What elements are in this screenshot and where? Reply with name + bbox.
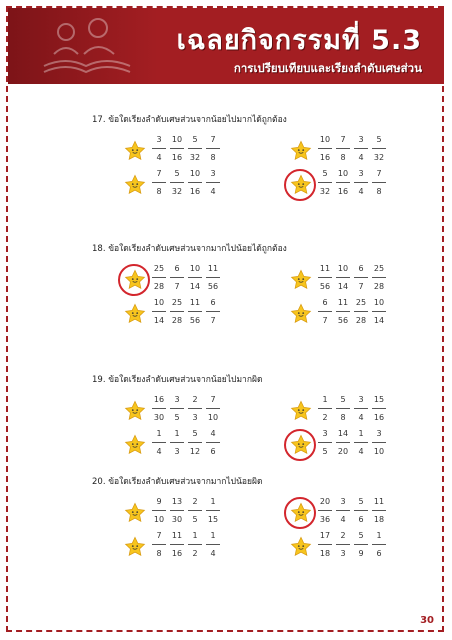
fraction-bar: [354, 442, 368, 443]
fraction-bar: [152, 148, 166, 149]
fraction-bar: [206, 510, 220, 511]
fraction-bar: [170, 182, 184, 183]
numerator: 7: [376, 169, 382, 178]
fraction: [370, 394, 388, 424]
fraction: [186, 496, 204, 526]
denominator: 12: [189, 447, 201, 456]
denominator: 16: [189, 187, 201, 196]
denominator: 18: [373, 515, 385, 524]
denominator: 8: [340, 413, 346, 422]
fraction-bar: [188, 182, 202, 183]
fraction-bar: [188, 408, 202, 409]
fraction: [168, 428, 186, 458]
numerator: 11: [373, 497, 385, 506]
fraction: [370, 496, 388, 526]
question-text: 17. ข้อใดเรียงลำดับเศษส่วนจากน้อยไปมากได้ถูกต้อง: [92, 115, 287, 125]
fraction-bar: [318, 311, 332, 312]
numerator: 9: [156, 497, 162, 506]
denominator: 18: [319, 549, 331, 558]
fraction: [352, 134, 370, 164]
numerator: 2: [192, 497, 198, 506]
fraction-bar: [170, 148, 184, 149]
fraction: [150, 530, 168, 560]
star-icon: [290, 269, 312, 291]
star-icon: [290, 303, 312, 325]
denominator: 30: [171, 515, 183, 524]
numerator: 10: [319, 135, 331, 144]
numerator: 11: [207, 264, 219, 273]
numerator: 2: [192, 395, 198, 404]
fraction-bar: [152, 510, 166, 511]
correct-answer-circle: [284, 429, 316, 461]
denominator: 4: [156, 447, 162, 456]
denominator: 6: [358, 515, 364, 524]
answer-option[interactable]: [290, 261, 410, 299]
fraction: [150, 394, 168, 424]
fraction-bar: [170, 442, 184, 443]
denominator: 16: [373, 413, 385, 422]
fraction-bar: [152, 182, 166, 183]
denominator: 2: [322, 413, 328, 422]
fraction: [334, 496, 352, 526]
denominator: 56: [189, 316, 201, 325]
denominator: 14: [337, 282, 349, 291]
fraction: [334, 394, 352, 424]
fraction-bar: [170, 311, 184, 312]
numerator: 1: [322, 395, 328, 404]
numerator: 3: [358, 135, 364, 144]
denominator: 8: [340, 153, 346, 162]
fraction-bar: [188, 544, 202, 545]
fraction: [370, 297, 388, 327]
denominator: 10: [153, 515, 165, 524]
denominator: 16: [171, 153, 183, 162]
numerator: 5: [358, 531, 364, 540]
fraction-bar: [206, 182, 220, 183]
numerator: 1: [192, 531, 198, 540]
star-icon: [124, 174, 146, 196]
page-number: 30: [420, 615, 434, 626]
fraction: [204, 394, 222, 424]
fraction-bar: [354, 277, 368, 278]
numerator: 25: [355, 298, 367, 307]
fraction: [168, 168, 186, 198]
fraction: [204, 297, 222, 327]
fraction-bar: [206, 544, 220, 545]
denominator: 28: [171, 316, 183, 325]
denominator: 8: [376, 187, 382, 196]
numerator: 10: [189, 169, 201, 178]
fraction: [352, 297, 370, 327]
fraction: [204, 496, 222, 526]
numerator: 11: [319, 264, 331, 273]
fraction-bar: [372, 442, 386, 443]
fraction: [334, 263, 352, 293]
answer-option[interactable]: [124, 295, 244, 333]
numerator: 1: [210, 531, 216, 540]
numerator: 4: [210, 429, 216, 438]
numerator: 10: [189, 264, 201, 273]
numerator: 5: [340, 395, 346, 404]
denominator: 32: [171, 187, 183, 196]
numerator: 17: [319, 531, 331, 540]
numerator: 13: [171, 497, 183, 506]
answer-option[interactable]: [290, 426, 410, 464]
answer-option[interactable]: [290, 166, 410, 204]
denominator: 16: [171, 549, 183, 558]
denominator: 7: [210, 316, 216, 325]
star-icon: [124, 434, 146, 456]
fraction-bar: [170, 510, 184, 511]
fraction: [370, 428, 388, 458]
fraction: [150, 496, 168, 526]
numerator: 5: [192, 429, 198, 438]
numerator: 1: [358, 429, 364, 438]
numerator: 7: [156, 531, 162, 540]
fraction-bar: [188, 148, 202, 149]
numerator: 3: [322, 429, 328, 438]
denominator: 3: [174, 447, 180, 456]
fraction: [370, 263, 388, 293]
denominator: 5: [174, 413, 180, 422]
denominator: 28: [373, 282, 385, 291]
numerator: 6: [174, 264, 180, 273]
answer-option[interactable]: [290, 392, 410, 430]
denominator: 56: [207, 282, 219, 291]
fraction: [352, 496, 370, 526]
reading-children-icon: [36, 14, 136, 80]
numerator: 10: [373, 298, 385, 307]
star-icon: [290, 400, 312, 422]
header-banner: [8, 8, 444, 84]
fraction-bar: [152, 277, 166, 278]
fraction: [168, 134, 186, 164]
fraction: [352, 394, 370, 424]
fraction: [334, 428, 352, 458]
fraction-bar: [152, 311, 166, 312]
fraction-bar: [336, 182, 350, 183]
denominator: 4: [340, 515, 346, 524]
denominator: 4: [358, 447, 364, 456]
numerator: 5: [192, 135, 198, 144]
fraction-bar: [170, 544, 184, 545]
denominator: 3: [192, 413, 198, 422]
denominator: 4: [210, 549, 216, 558]
fraction-bar: [170, 277, 184, 278]
denominator: 4: [210, 187, 216, 196]
fraction: [370, 168, 388, 198]
fraction-bar: [152, 544, 166, 545]
denominator: 9: [358, 549, 364, 558]
fraction: [352, 530, 370, 560]
denominator: 4: [358, 153, 364, 162]
denominator: 4: [358, 413, 364, 422]
denominator: 32: [319, 187, 331, 196]
correct-answer-circle: [284, 169, 316, 201]
answer-option[interactable]: [124, 261, 244, 299]
fraction: [316, 428, 334, 458]
answer-option[interactable]: [290, 494, 410, 532]
star-icon: [124, 303, 146, 325]
numerator: 5: [322, 169, 328, 178]
denominator: 56: [337, 316, 349, 325]
numerator: 3: [358, 169, 364, 178]
fraction-bar: [372, 277, 386, 278]
fraction: [204, 263, 222, 293]
denominator: 28: [355, 316, 367, 325]
numerator: 1: [156, 429, 162, 438]
fraction: [352, 168, 370, 198]
denominator: 8: [156, 187, 162, 196]
fraction-bar: [318, 148, 332, 149]
numerator: 5: [376, 135, 382, 144]
denominator: 3: [340, 549, 346, 558]
fraction: [168, 263, 186, 293]
denominator: 8: [210, 153, 216, 162]
fraction-bar: [318, 408, 332, 409]
fraction: [334, 297, 352, 327]
numerator: 16: [153, 395, 165, 404]
answer-option[interactable]: [290, 132, 410, 170]
fraction-bar: [372, 148, 386, 149]
fraction-bar: [372, 544, 386, 545]
denominator: 28: [153, 282, 165, 291]
denominator: 30: [153, 413, 165, 422]
denominator: 7: [322, 316, 328, 325]
numerator: 6: [358, 264, 364, 273]
fraction: [168, 496, 186, 526]
fraction: [168, 530, 186, 560]
numerator: 3: [340, 497, 346, 506]
fraction-bar: [318, 277, 332, 278]
fraction: [370, 530, 388, 560]
answer-option[interactable]: [290, 295, 410, 333]
fraction-bar: [170, 408, 184, 409]
fraction-bar: [354, 544, 368, 545]
fraction: [204, 134, 222, 164]
fraction: [352, 428, 370, 458]
numerator: 14: [337, 429, 349, 438]
fraction-bar: [206, 408, 220, 409]
fraction-bar: [318, 182, 332, 183]
fraction: [204, 530, 222, 560]
fraction: [150, 428, 168, 458]
denominator: 6: [210, 447, 216, 456]
fraction-bar: [336, 442, 350, 443]
fraction-bar: [372, 510, 386, 511]
numerator: 5: [174, 169, 180, 178]
denominator: 14: [373, 316, 385, 325]
fraction-bar: [336, 544, 350, 545]
denominator: 4: [156, 153, 162, 162]
denominator: 7: [174, 282, 180, 291]
denominator: 36: [319, 515, 331, 524]
fraction: [204, 428, 222, 458]
fraction-bar: [354, 311, 368, 312]
fraction-bar: [188, 442, 202, 443]
answer-option[interactable]: [124, 528, 244, 566]
numerator: 25: [373, 264, 385, 273]
correct-answer-circle: [118, 264, 150, 296]
fraction: [186, 168, 204, 198]
question-text: 20. ข้อใดเรียงลำดับเศษส่วนจากมากไปน้อยผิด: [92, 477, 263, 487]
numerator: 25: [171, 298, 183, 307]
fraction: [204, 168, 222, 198]
fraction: [316, 134, 334, 164]
answer-option[interactable]: [124, 494, 244, 532]
question-text: 18. ข้อใดเรียงลำดับเศษส่วนจากมากไปน้อยได้ถูกต้อง: [92, 244, 287, 254]
star-icon: [124, 140, 146, 162]
numerator: 3: [174, 395, 180, 404]
fraction: [334, 168, 352, 198]
fraction: [316, 297, 334, 327]
fraction-bar: [336, 277, 350, 278]
fraction: [150, 168, 168, 198]
star-icon: [124, 536, 146, 558]
numerator: 2: [340, 531, 346, 540]
denominator: 15: [207, 515, 219, 524]
numerator: 25: [153, 264, 165, 273]
fraction-bar: [188, 277, 202, 278]
fraction-bar: [206, 277, 220, 278]
fraction: [150, 263, 168, 293]
denominator: 5: [322, 447, 328, 456]
fraction-bar: [354, 408, 368, 409]
numerator: 11: [171, 531, 183, 540]
answer-option[interactable]: [124, 132, 244, 170]
fraction: [352, 263, 370, 293]
denominator: 6: [376, 549, 382, 558]
fraction: [370, 134, 388, 164]
fraction-bar: [336, 311, 350, 312]
denominator: 16: [319, 153, 331, 162]
fraction-bar: [206, 311, 220, 312]
answer-option[interactable]: [124, 166, 244, 204]
star-icon: [124, 502, 146, 524]
numerator: 1: [210, 497, 216, 506]
page-subtitle: การเปรียบเทียบและเรียงลำดับเศษส่วน: [233, 61, 422, 75]
fraction: [316, 496, 334, 526]
denominator: 5: [192, 515, 198, 524]
denominator: 56: [319, 282, 331, 291]
fraction: [334, 134, 352, 164]
fraction-bar: [336, 408, 350, 409]
star-icon: [290, 140, 312, 162]
numerator: 10: [153, 298, 165, 307]
denominator: 20: [337, 447, 349, 456]
numerator: 3: [376, 429, 382, 438]
answer-option[interactable]: [124, 392, 244, 430]
numerator: 5: [358, 497, 364, 506]
numerator: 15: [373, 395, 385, 404]
denominator: 2: [192, 549, 198, 558]
numerator: 7: [210, 135, 216, 144]
fraction: [186, 134, 204, 164]
fraction-bar: [372, 408, 386, 409]
fraction: [316, 263, 334, 293]
fraction: [168, 297, 186, 327]
denominator: 4: [358, 187, 364, 196]
fraction-bar: [336, 148, 350, 149]
denominator: 7: [358, 282, 364, 291]
fraction-bar: [318, 544, 332, 545]
numerator: 7: [210, 395, 216, 404]
fraction: [316, 394, 334, 424]
numerator: 11: [189, 298, 201, 307]
fraction: [186, 297, 204, 327]
fraction-bar: [354, 182, 368, 183]
star-icon: [124, 400, 146, 422]
fraction: [150, 134, 168, 164]
fraction: [316, 530, 334, 560]
fraction-bar: [354, 148, 368, 149]
fraction-bar: [318, 510, 332, 511]
numerator: 10: [337, 169, 349, 178]
denominator: 10: [207, 413, 219, 422]
fraction-bar: [188, 510, 202, 511]
fraction-bar: [336, 510, 350, 511]
numerator: 6: [210, 298, 216, 307]
numerator: 6: [322, 298, 328, 307]
fraction-bar: [372, 311, 386, 312]
fraction: [186, 263, 204, 293]
numerator: 1: [376, 531, 382, 540]
denominator: 16: [337, 187, 349, 196]
numerator: 10: [337, 264, 349, 273]
fraction-bar: [206, 442, 220, 443]
page-title: เฉลยกิจกรรมที่ 5.3: [176, 25, 422, 56]
fraction-bar: [354, 510, 368, 511]
numerator: 20: [319, 497, 331, 506]
fraction: [316, 168, 334, 198]
denominator: 8: [156, 549, 162, 558]
fraction: [334, 530, 352, 560]
fraction-bar: [152, 408, 166, 409]
denominator: 10: [373, 447, 385, 456]
numerator: 7: [340, 135, 346, 144]
star-icon: [290, 536, 312, 558]
fraction: [168, 394, 186, 424]
denominator: 32: [373, 153, 385, 162]
fraction-bar: [206, 148, 220, 149]
numerator: 3: [358, 395, 364, 404]
fraction: [186, 394, 204, 424]
answer-option[interactable]: [124, 426, 244, 464]
numerator: 3: [156, 135, 162, 144]
numerator: 7: [156, 169, 162, 178]
denominator: 32: [189, 153, 201, 162]
denominator: 14: [189, 282, 201, 291]
question-text: 19. ข้อใดเรียงลำดับเศษส่วนจากน้อยไปมากผิด: [92, 375, 263, 385]
fraction: [186, 530, 204, 560]
fraction-bar: [188, 311, 202, 312]
answer-option[interactable]: [290, 528, 410, 566]
fraction: [150, 297, 168, 327]
fraction-bar: [372, 182, 386, 183]
fraction: [186, 428, 204, 458]
numerator: 11: [337, 298, 349, 307]
numerator: 10: [171, 135, 183, 144]
fraction-bar: [152, 442, 166, 443]
correct-answer-circle: [284, 497, 316, 529]
fraction-bar: [318, 442, 332, 443]
numerator: 1: [174, 429, 180, 438]
denominator: 14: [153, 316, 165, 325]
numerator: 3: [210, 169, 216, 178]
